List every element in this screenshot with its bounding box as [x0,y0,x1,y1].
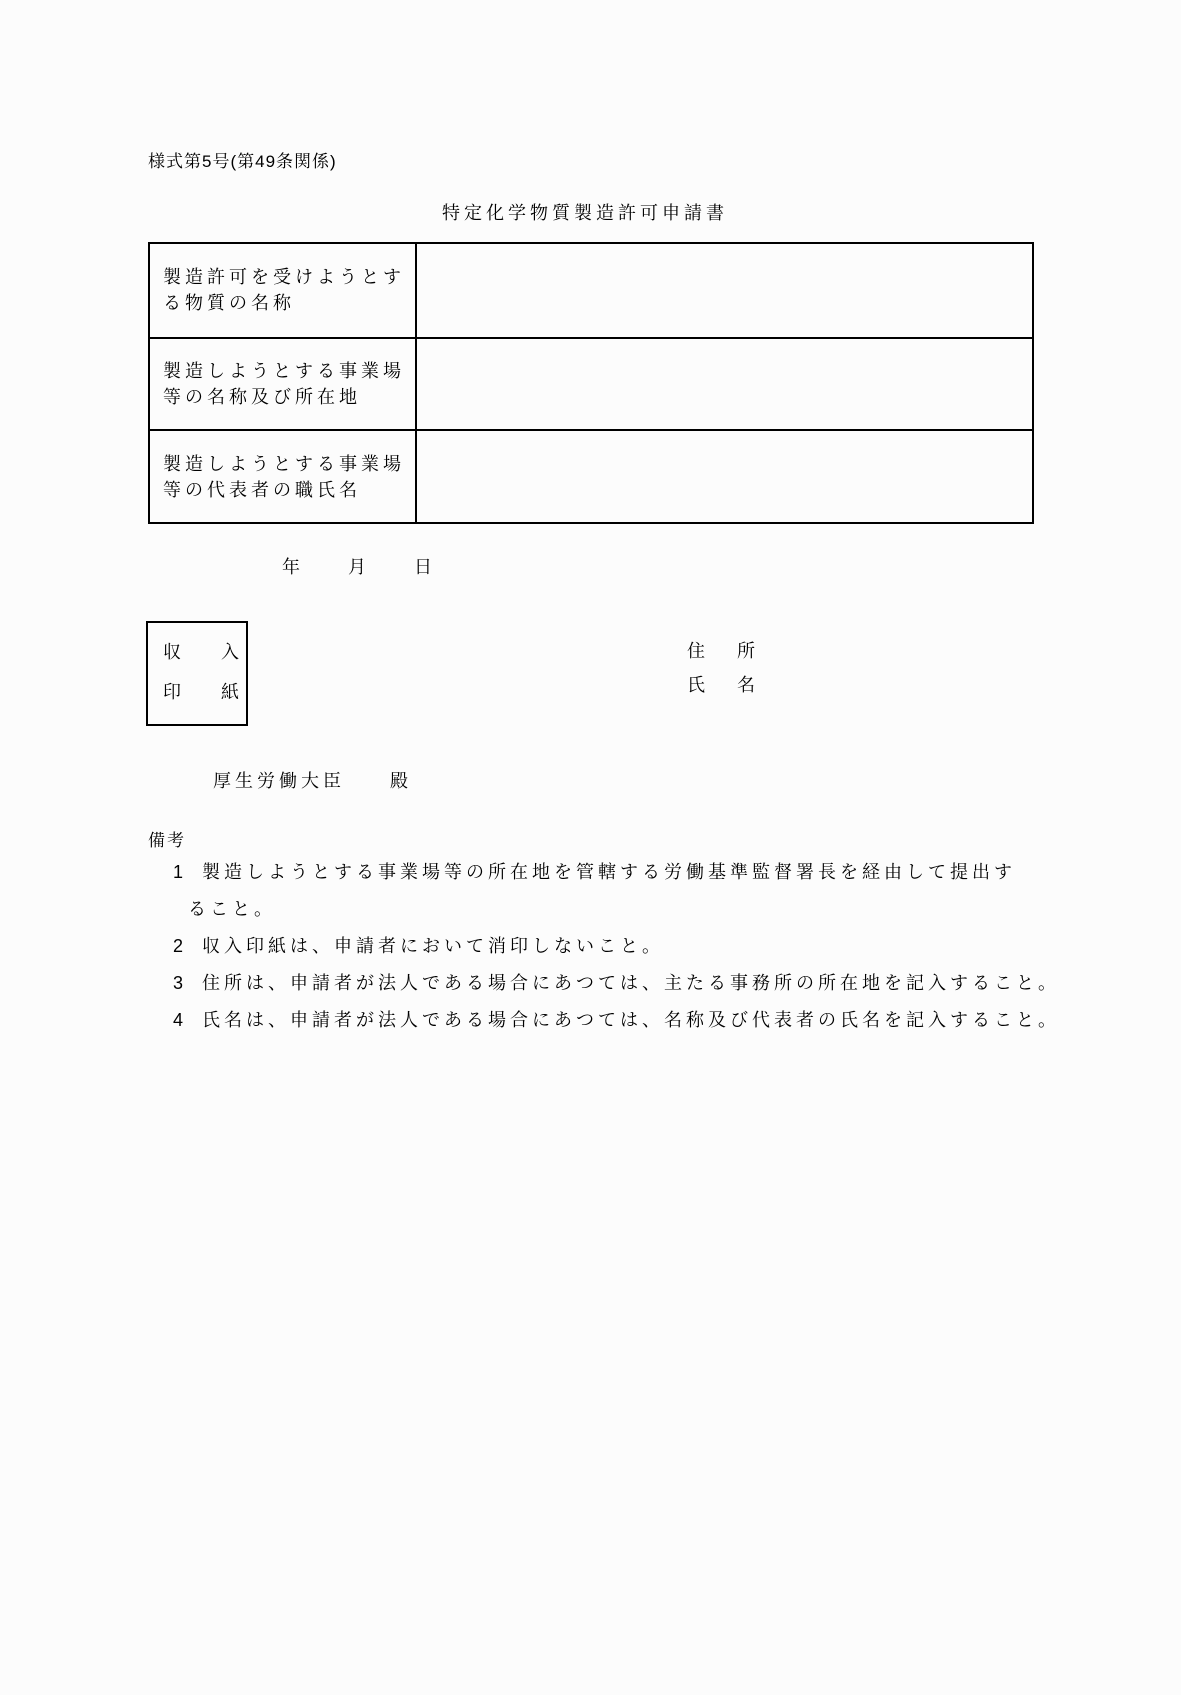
table-value-substance-name [417,244,1032,337]
table-value-workplace-name-location [417,337,1032,430]
remark-text: 氏名は、申請者が法人である場合にあつては、名称及び代表者の氏名を記入すること。 [202,1010,1060,1030]
remark-text: 住所は、申請者が法人である場合にあつては、主たる事務所の所在地を記入すること。 [202,973,1060,993]
address-label: 住 所 [687,641,762,661]
addressee-line [213,769,412,793]
remark-item-2 [173,934,664,958]
table-label-line: 等の代表者の職氏名 [163,479,361,500]
remark-number: 1 [173,862,184,882]
table-label-line: 製造許可を受けようとす [163,267,405,288]
table-value-representative-name [417,429,1032,522]
name-label: 氏 名 [687,675,762,695]
stamp-line-top: 収 入 [163,642,250,662]
table-label-line: 製造しようとする事業場 [163,453,405,474]
table-label-workplace-name-location [150,337,417,430]
application-table [148,242,1034,524]
remark-item-3 [173,971,1060,995]
remark-number: 2 [173,936,184,956]
remark-text: 収入印紙は、申請者において消印しないこと。 [202,936,664,956]
remark-text: 製造しようとする事業場等の所在地を管轄する労働基準監督署長を経由して提出す [202,862,1016,882]
table-label-representative-name [150,429,417,522]
minister-title: 厚生労働大臣 [213,771,345,791]
remark-number: 3 [173,973,184,993]
remark-number: 4 [173,1010,184,1030]
table-label-line: 製造しようとする事業場 [163,360,405,381]
remark-item-4 [173,1008,1060,1032]
date-line: 年 月 日 [282,557,436,577]
revenue-stamp-box [146,621,248,726]
remark-item-1-continuation: ること。 [188,899,276,919]
remarks-heading: 備考 [148,831,186,850]
table-label-substance-name [150,244,417,337]
table-label-line: 等の名称及び所在地 [163,386,361,407]
honorific-label: 殿 [390,771,412,791]
remark-item-1 [173,860,1016,884]
stamp-line-bottom: 印 紙 [163,682,250,702]
page-title: 特定化学物質製造許可申請書 [442,203,728,223]
table-label-line: る物質の名称 [163,293,295,314]
form-number: 様式第5号(第49条関係) [148,152,337,171]
